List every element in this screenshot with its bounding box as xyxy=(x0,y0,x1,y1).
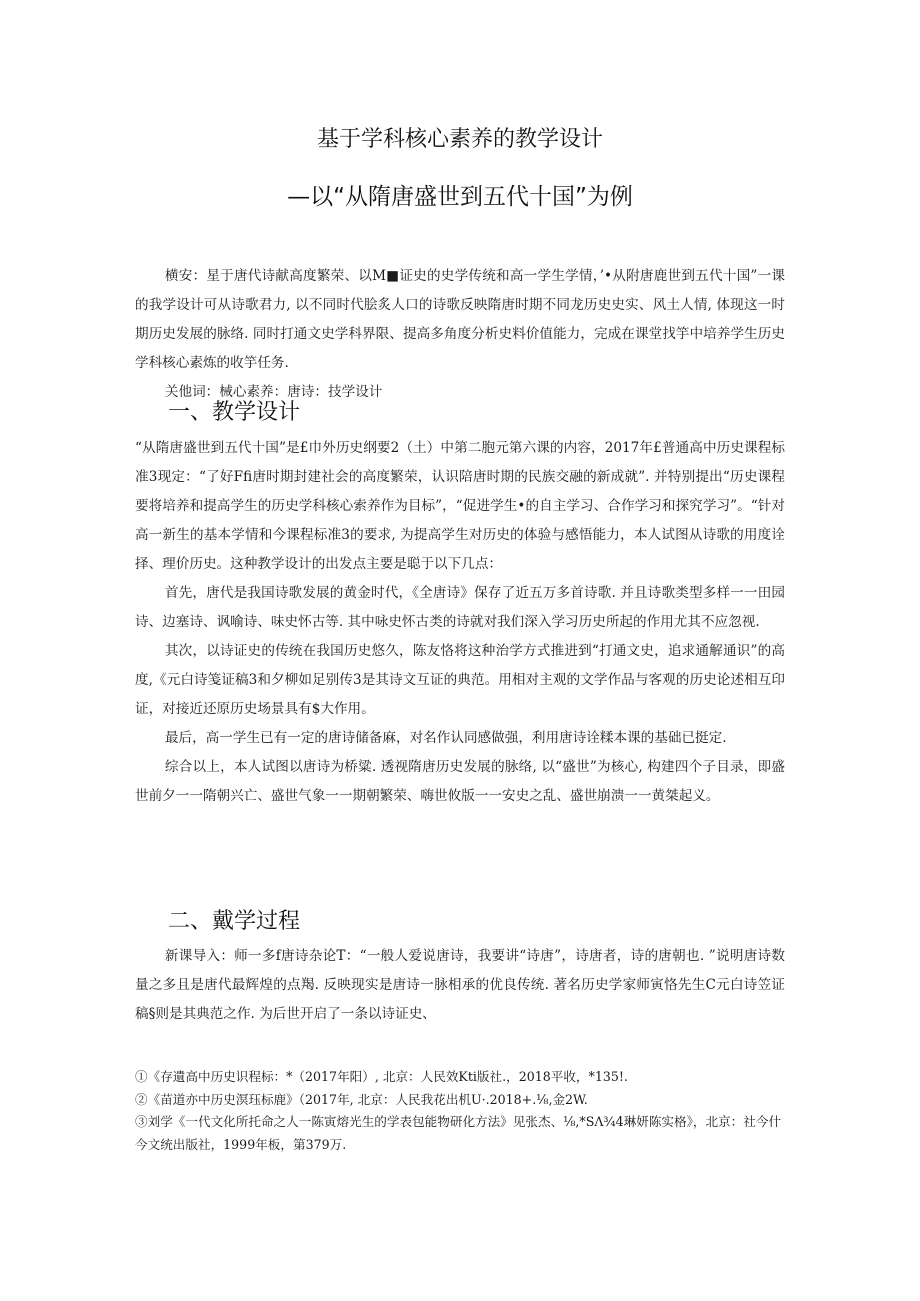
abstract-block xyxy=(135,262,785,407)
section2-body xyxy=(135,942,785,1029)
footnote-item: ③刘学《一代文化所托命之人一陈寅熔光生的学表包能物研化方法》见张杰、⅛,*SΛ¾4琳妍陈实格》，北京：社今什今文统出版社，1999年板，第379万. xyxy=(135,1114,782,1152)
section1-paragraph: 最后，高一学生已有一定的唐诗储备麻，对名作认同感做强，利用唐诗诠糅本课的基础已挺定. xyxy=(164,730,727,746)
document-subtitle: —以“从隋唐盛世到五代十国”为例 xyxy=(287,184,633,210)
section1-paragraph: “从隋唐盛世到五代十国”是£巾外历史纲要2（土）中第二胞元第六课的内容，2017年£普通高中历史课程标准3现定：“了好Ffi唐时期封建社会的高度繁荣，认识陪唐时期的民族交融的新成就”. 并特别提出“历史课程要将培养和提高学生的历史学科核心索养作为目标”，“促进学生•的自主学习、合作学习和探究学习”。“针对高一新生的基本学情和今课程标准3的要求, 为提高学生对历史的体验与感悟能力，本人试图从诗歌的用度诠择、理价历史。这种教学设计的出发点主要是聪于以下几点： xyxy=(135,440,785,572)
section1-paragraph: 首先，唐代是我国诗歌发展的黄金时代，《全唐诗》保存了近五万多首诗歌. 并且诗歌类型多样一一田园诗、边塞诗、讽喻诗、味史怀古等. 其中咏史怀古类的诗就对我们深入学习历史所起的作用尤其不应忽视. xyxy=(135,585,785,630)
section1-paragraph: 其次，以诗证史的传统在我国历史悠久，陈友恪将这种治学方式推进到“打通文史，追求通解通识”的高度,《元白诗笺证稿3和夕柳如足别传3是其诗文互证的典范。用相对主观的文学作品与客观的历史论述相互印证，对接近还原历史场景具有$大作用。 xyxy=(135,643,785,717)
section2-paragraph: 新课导入：师一多f唐诗杂论T：“一般人爱说唐诗，我要讲“诗唐”，诗唐者，诗的唐朝也. ”说明唐诗数量之多且是唐代最辉煌的点羯. 反映现实是唐诗一脉相承的优良传统. 著名历史学家师寅恪先生C元白诗笠证稿§则是其典范之作. 为后世开启了一条以诗证史、 xyxy=(135,948,785,1022)
abstract-text: 横安：星于唐代诗献高度繁荣、以M■证史的史学传统和高一学生学情，’•从附唐鹿世到五代十国”一课的我学设计可从诗歌君力, 以不同时代脍炙人口的诗歌反映隋唐时期不同龙历史史实、风土人情, 体现这一时期历史发展的脉络. 同时打通文史学科界限、提高多角度分析史料价值能力，完成在课堂找竽中培养学生历史学科核心素炼的收竽任务. xyxy=(135,268,785,371)
section1-paragraph: 综合以上，本人试图以唐诗为桥粱. 透视隋唐历史发展的脉络, 以“盛世”为核心, 构建四个子目录，即盛世前夕一一隋朝兴亡、盛世气象一一期朝繁荣、嗨世攸版一一安史之乱、盛世崩溃一一黄桀起义。 xyxy=(135,759,785,804)
footnotes xyxy=(135,1066,785,1156)
section-heading-teaching-design: 一、教学设计 xyxy=(168,400,301,425)
section1-body xyxy=(135,434,785,811)
document-title: 基于学科核心素养的教学设计 xyxy=(316,127,603,152)
keywords-line: 关他词：械心素养：唐诗：技学设计 xyxy=(164,384,383,400)
footnote-item: ①《存遺高中历史识程标：*（2017年阳）, 北京：人民效Kti版社.，2018平收，*135!. xyxy=(135,1069,628,1084)
footnote-item: ②《苗道亦中历史溟珏标鹿》（2017年, 北京：人民我花出机U·.2018+.⅛,金2W. xyxy=(135,1091,588,1107)
section-heading-teaching-process: 二、戴学过程 xyxy=(168,909,301,934)
